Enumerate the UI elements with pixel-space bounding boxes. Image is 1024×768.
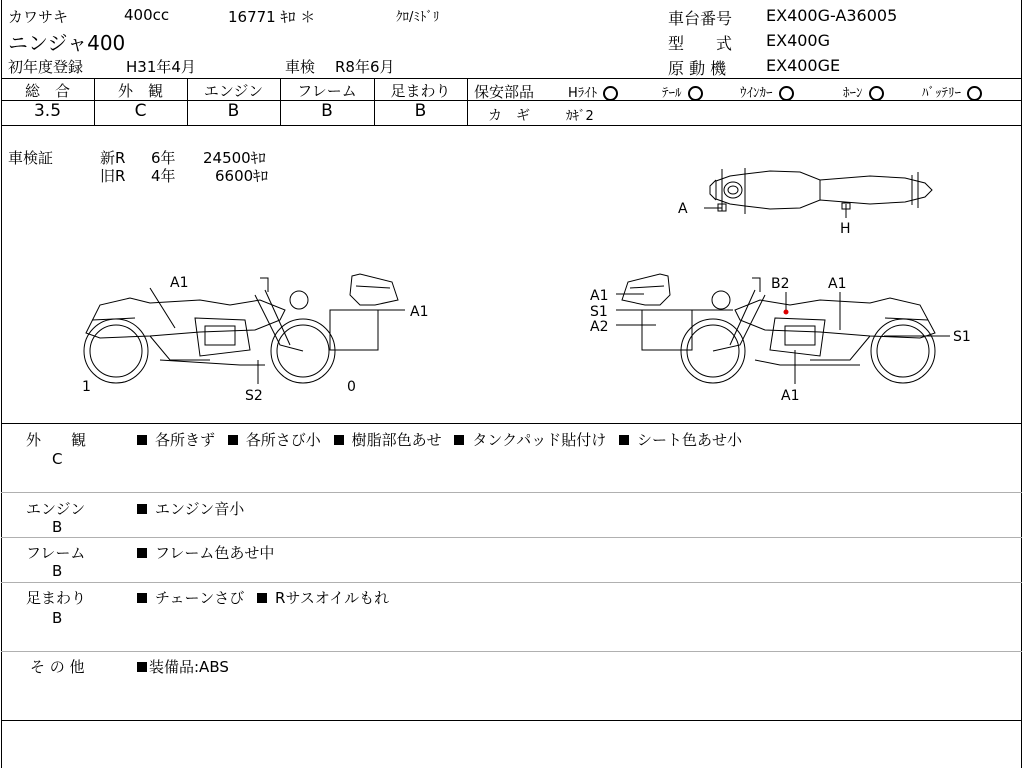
cert-old-years: 4年 [151, 167, 176, 185]
grade-sep-5 [467, 78, 468, 125]
remark-note: Rサスオイルもれ [275, 589, 390, 607]
grade-value-exterior: C [134, 101, 147, 121]
diagram-right-label-s1-rear: S1 [953, 329, 971, 345]
remarks-divider-4 [1, 651, 1022, 652]
diagram-top-label-a: A [678, 201, 688, 217]
bullet-square-icon [137, 593, 147, 603]
diagram-right-label-a1-bag: A1 [590, 288, 609, 304]
safety-title: 保安部品 [474, 83, 535, 101]
grade-header-exterior: 外 観 [117, 82, 163, 100]
cert-old-km: 6600ｷﾛ [215, 167, 269, 185]
remark-note: フレーム色あせ中 [155, 544, 275, 562]
remark-category-engine: エンジン [26, 500, 86, 518]
diagram-left-label-front: 0 [347, 379, 356, 395]
grade-value-overall: 3.5 [33, 101, 62, 121]
remark-category-exterior: 外 観 [26, 431, 87, 449]
maker: カワサキ [8, 8, 69, 26]
safety-item-label: ﾎｰﾝ [843, 86, 863, 101]
remark-notes-frame [137, 542, 274, 563]
grade-header-frame: フレーム [297, 82, 357, 100]
remark-notes-exterior [137, 429, 742, 450]
remark-category-suspension: 足まわり [26, 589, 87, 607]
remark-note: 装備品:ABS [149, 658, 229, 676]
diagram-right-label-b2: B2 [771, 276, 790, 292]
safety-item-headlight [568, 82, 618, 101]
remark-note: タンクパッド貼付け [472, 431, 607, 449]
bullet-square-icon [257, 593, 267, 603]
bullet-square-icon [619, 435, 629, 445]
safety-item-horn [843, 82, 884, 101]
remark-notes-suspension [137, 587, 389, 608]
safety-item-winker [740, 82, 794, 101]
safety-item-label: ｳｲﾝｶｰ [740, 86, 773, 101]
remark-note: シート色あせ小 [636, 431, 742, 449]
bullet-square-icon [137, 548, 147, 558]
remark-grade-engine: B [52, 518, 63, 536]
grade-header-overall: 総 合 [24, 82, 70, 100]
diagram-top-label-h: H [840, 221, 851, 237]
safety-item-label: ﾃｰﾙ [662, 86, 682, 101]
grade-table-top [1, 78, 1022, 79]
safety-item-battery [922, 82, 982, 101]
displacement: 400cc [124, 6, 170, 24]
engine-value: EX400GE [766, 56, 841, 75]
damage-dot-icon [784, 310, 789, 315]
bullet-square-icon [228, 435, 238, 445]
diagram-right-label-a2: A2 [590, 319, 609, 335]
remarks-divider-3 [1, 582, 1022, 583]
remark-notes-other [137, 656, 229, 677]
cert-label: 車検証 [8, 149, 54, 167]
grade-value-suspension: B [414, 101, 427, 121]
key-value: ｶｷﾞ2 [566, 109, 594, 124]
remark-note: 各所きず [155, 431, 216, 449]
cert-new-years: 6年 [151, 149, 176, 167]
remark-note: 各所さび小 [245, 431, 321, 449]
model-value: EX400G [766, 31, 831, 50]
grade-header-engine: エンジン [203, 82, 264, 100]
diagram-left-label-rear: 1 [82, 379, 91, 395]
diagram-right-label-s1-front: S1 [590, 304, 608, 320]
mileage: 16771 ｷﾛ ＊ [228, 8, 316, 26]
grade-header-suspension: 足まわり [390, 82, 451, 100]
diagram-left-label-s2: S2 [245, 388, 263, 404]
frame-no-value: EX400G-A36005 [766, 6, 898, 25]
remark-note: エンジン音小 [155, 500, 245, 518]
bullet-square-icon [137, 662, 147, 672]
left-side-view-outline [84, 274, 405, 384]
remark-note: 樹脂部色あせ [351, 431, 442, 449]
remark-grade-frame: B [52, 562, 63, 580]
remark-category-frame: フレーム [26, 544, 86, 562]
key-label: カ ギ [488, 108, 530, 124]
remark-notes-engine [137, 498, 244, 519]
top-view-outline [704, 168, 932, 218]
remark-category-other: そ の 他 [30, 658, 85, 676]
remark-note: チェーンさび [155, 589, 245, 607]
diagram-right-label-a1-seat: A1 [828, 276, 847, 292]
model-name: ニンジャ400 [8, 31, 126, 55]
remarks-divider-2 [1, 537, 1022, 538]
remarks-top [1, 423, 1022, 424]
grade-value-frame: B [321, 101, 333, 121]
safety-item-label: Hﾗｲﾄ [568, 86, 598, 101]
cert-new-km: 24500ｷﾛ [203, 149, 266, 167]
model-label: 型 式 [668, 34, 733, 53]
ok-mark-icon [688, 86, 703, 101]
ok-mark-icon [967, 86, 982, 101]
bullet-square-icon [137, 435, 147, 445]
remark-grade-suspension: B [52, 609, 63, 627]
first-reg-value: H31年4月 [126, 58, 196, 76]
remarks-divider-1 [1, 492, 1022, 493]
bullet-square-icon [137, 504, 147, 514]
remarks-bottom [1, 720, 1022, 721]
diagram-right-label-a1-engine: A1 [781, 388, 800, 404]
safety-item-label: ﾊﾞｯﾃﾘｰ [922, 86, 961, 101]
ok-mark-icon [779, 86, 794, 101]
engine-label: 原 動 機 [668, 59, 727, 78]
color: ｸﾛ/ﾐﾄﾞﾘ [396, 10, 440, 25]
bullet-square-icon [454, 435, 464, 445]
diagram-left-label-a1-body: A1 [170, 275, 189, 291]
remark-grade-exterior: C [52, 450, 63, 468]
diagram-left-label-a1-bag: A1 [410, 304, 429, 320]
bullet-square-icon [334, 435, 344, 445]
inspection-value: R8年6月 [335, 58, 395, 76]
motorcycle-diagram [0, 126, 1022, 423]
inspection-label: 車検 [285, 58, 316, 76]
ok-mark-icon [869, 86, 884, 101]
cert-new-era: 新R [100, 149, 126, 167]
cert-old-era: 旧R [100, 167, 126, 185]
frame-no-label: 車台番号 [668, 9, 733, 28]
ok-mark-icon [603, 86, 618, 101]
safety-item-tail [662, 82, 703, 101]
first-reg-label: 初年度登録 [8, 58, 84, 76]
grade-value-engine: B [227, 101, 240, 121]
